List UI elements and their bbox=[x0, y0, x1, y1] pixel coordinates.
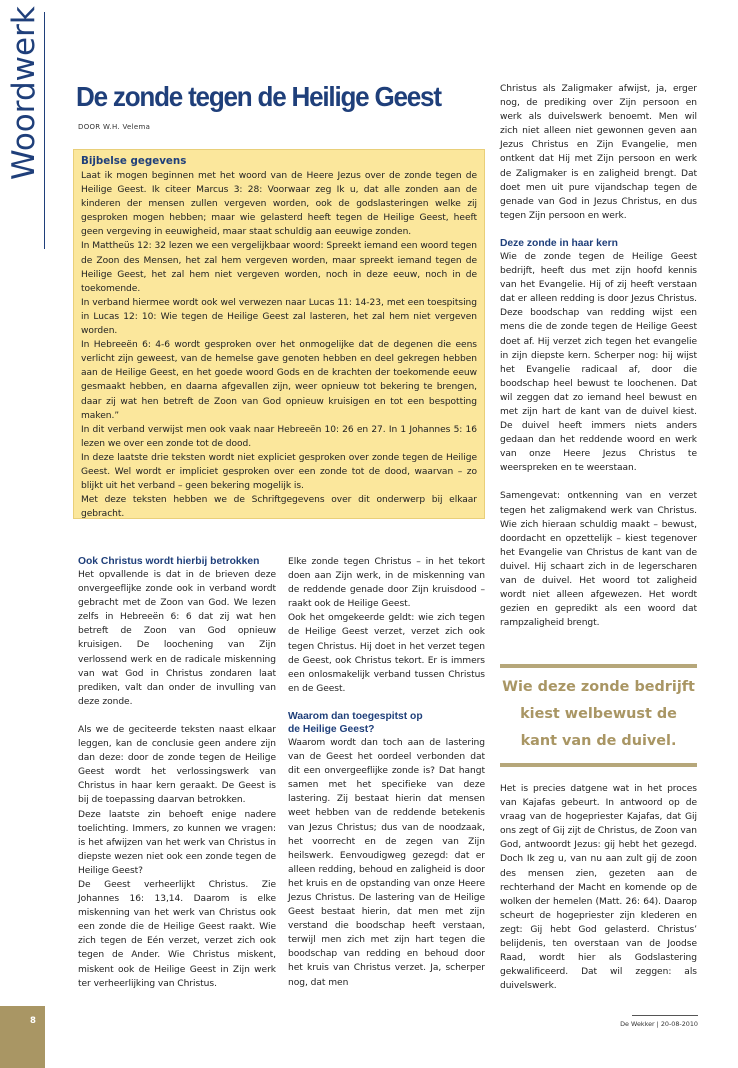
box-paragraph: In dit verband verwijst men ook vaak naar Hebreeën 10: 26 en 27. In 1 Johannes 5: 16 lezen we over een zonde tot de dood. bbox=[81, 424, 477, 449]
paragraph: Christus als Zaligmaker afwijst, ja, erger nog, de prediking over Zijn persoon en werk als duivelswerk benoemt. Men wil zich niet alleen niet gewonnen geven aan Jezus Christus en Zijn Evangelie, men ontkent dat Hij met Zijn persoon en werk de Zaligmaker is en zaligheid brengt. Dat doet men uit pure vijandschap tegen de genade van God in Jezus Christus, en dus tegen Zijn persoon en werk. bbox=[500, 84, 697, 221]
subheading bbox=[288, 710, 485, 736]
section-label: Woordwerk bbox=[6, 6, 42, 180]
subheading-line: Waarom dan toegespitst op bbox=[288, 710, 423, 722]
paragraph: Deze laatste zin behoeft enige nadere toelichting. Immers, zo kunnen we vragen: is het afwijzen van het werk van Christus in diepste wezen niet ook een zonde tegen de Heilige Geest? bbox=[78, 809, 276, 876]
pullquote: Wie deze zonde bedrijft kiest welbewust de kant van de duivel. bbox=[502, 679, 695, 749]
paragraph: Samengevat: ontkenning van en verzet tegen het zaligmakend werk van Christus. Wie zich hieraan schuldig maakt – bewust, doordacht en opzettelijk – kiest tegenover het Evangelie van Christus de kant van de duivel. Hij schaart zich in de legerscharen van de duivel. Het woord tot zaligheid wordt niet alleen afgewezen. Het wordt gezien en gepredikt als een woord dat rampzaligheid brengt. bbox=[500, 491, 697, 629]
paragraph: Wie de zonde tegen de Heilige Geest bedrijft, heeft dus met zijn hoofd kennis van het Evangelie. Hij of zij heeft verstaan dat er alleen redding is door Jezus Christus. Deze boodschap van redding wijst een mens die de zonde tegen de Heilige Geest doet af. Hij verzet zich tegen het evangelie in zijn diepste kern. Scherper nog: hij wijst het Evangelie radicaal af, door die boodschap heel bewust te loochenen. Dat wil zeggen dat zo iemand heel bewust en met zijn hart de kant van de duivel kiest. De duivel heeft immers niets anders gedaan dan het reddende woord en werk van onze Heere Jezus Christus te weerspreken en te weerstaan. bbox=[500, 251, 697, 474]
page-number-tab bbox=[0, 1006, 45, 1068]
column-3 bbox=[500, 82, 697, 630]
footer-rule bbox=[632, 1015, 698, 1016]
column-1 bbox=[78, 555, 276, 991]
paragraph: Het is precies datgene wat in het proces van Kajafas gebeurt. In antwoord op de vraag van de hogepriester Kajafas, dat Gij ons zegt of Gij zijt de Christus, de Zoon van God, antwoordt Jezus: gij hebt het gezegd. Doch Ik zeg u, van nu aan zult gij de zoon des mensen zien, gezeten aan de rechterhand der Macht en komende op de wolken der hemelen (Matt. 26: 64). Daarop scheurt de hogepriester zijn klederen en zegt: Gij hebt God gelasterd. Christus’ belijdenis, ten overstaan van de Joodse Raad, wordt hier als Godslastering gekwalificeerd. Dat wil zeggen: als duivelswerk. bbox=[500, 784, 697, 992]
pullquote-bottom-rule bbox=[500, 763, 697, 767]
bible-references-box bbox=[73, 149, 485, 519]
paragraph: De Geest verheerlijkt Christus. Zie Johannes 16: 13,14. Daarom is elke miskenning van het werk van Christus ook een zonde die de Heilige Geest raakt. Wie zich tegen de Eén verzet, verzet zich ook tegen de Ander. Wie Christus miskent, miskent ook de Heilige Geest in Zijn werk ter verheerlijking van Christus. bbox=[78, 879, 276, 989]
column-2 bbox=[288, 555, 485, 990]
byline-prefix: DOOR bbox=[78, 123, 101, 131]
paragraph: Het opvallende is dat in de brieven deze onvergeeflijke zonde ook in verband wordt gebracht met de Zoon van God. We lezen zelfs in Hebreeën 6: 6 dat zij wat hen betreft de Zoon van God opnieuw kruisigen. De loochening van Zijn verlossend werk en de radicale miskenning van wat God in Christus zondaren laat prediken, valt dan onder de invulling van deze zonde. bbox=[78, 570, 276, 707]
box-paragraph: Laat ik mogen beginnen met het woord van de Heere Jezus over de zonde tegen de Heilige Geest. Ik citeer Marcus 3: 28: Voorwaar zeg Ik u, dat alle zonden aan de kinderen der mensen zullen vergeven worden, ook de godslasteringen welke zij gesproken mogen hebben; maar wie gelasterd heeft tegen de Heilige Geest, heeft geen vergeving in eeuwigheid, maar staat schuldig aan eeuwige zonden. bbox=[81, 171, 477, 238]
page-number: 8 bbox=[30, 1016, 36, 1026]
publication-footer: De Wekker | 20-08-2010 bbox=[620, 1020, 698, 1028]
subheading: Deze zonde in haar kern bbox=[500, 237, 618, 249]
box-paragraph: In Hebreeën 6: 4-6 wordt gesproken over het onmogelijke dat de degenen die eens verlicht zijn geweest, van de hemelse gave genoten hebben en deel gekregen hebben aan de Heilige Geest, en het goede woord Gods en de krachten der toekomende eeuw gesmaakt hebben, en daarna afgevallen zijn, weer opnieuw tot bekering te brengen, daar zij wat hen betreft de Zoon van God opnieuw kruisigen en tot een bespotting maken.” bbox=[81, 340, 477, 421]
byline-author: W.H. Velema bbox=[103, 123, 151, 131]
subheading-line: de Heilige Geest? bbox=[288, 723, 375, 735]
paragraph: Waarom wordt dan toch aan de lastering van de Geest het oordeel verbonden dat dit een onvergeeflijke zonde is? Dat hangt samen met het specifieke van deze lastering. Zij bestaat hierin dat mensen weet hebben van de reddende betekenis van Jezus Christus; dus van de noodzaak, het voorrecht en de zegen van Zijn heilswerk. Eenvoudigweg gezegd: dat er alleen redding, behoud en zaligheid is door het kruis en de opstanding van onze Heere Jezus Christus. De lastering van de Heilige Geest bestaat hierin, dat men met zijn verstand die boodschap heeft verstaan, terwijl men zich met zijn hart tegen die boodschap van redding en behoud door het kruis van Christus verzet. Ja, scherper nog, dat men bbox=[288, 737, 485, 988]
paragraph: Als we de geciteerde teksten naast elkaar leggen, kan de conclusie geen andere zijn dan deze: door de zonde tegen de Heilige Geest wordt het verlossingswerk van Christus in haar kern geraakt. De Geest is bij de toepassing daarvan betrokken. bbox=[78, 724, 276, 806]
subheading: Ook Christus wordt hierbij betrokken bbox=[78, 556, 260, 567]
article-title: De zonde tegen de Heilige Geest bbox=[76, 81, 441, 112]
section-divider bbox=[44, 12, 45, 249]
paragraph: Ook het omgekeerde geldt: wie zich tegen de Heilige Geest verzet, verzet zich ook tegen Christus. Hij doet in het verzet tegen de Geest, ook Christus tekort. Er is immers een onlosmakelijk verband tussen Christus en de Geest. bbox=[288, 613, 485, 694]
box-paragraph: In verband hiermee wordt ook wel verwezen naar Lucas 11: 14-23, met een toespitsing in Lucas 12: 10: Wie tegen de Heilige Geest zal lasteren, het zal hem niet vergeven worden. bbox=[81, 297, 477, 337]
paragraph: Elke zonde tegen Christus – in het tekort doen aan Zijn werk, in de miskenning van de reddende genade door Zijn kruisdood – raakt ook de Heilige Geest. bbox=[288, 557, 485, 610]
pullquote-top-rule bbox=[500, 664, 697, 668]
box-paragraph: Met deze teksten hebben we de Schriftgegevens over dit onderwerp bij elkaar gebracht. bbox=[81, 495, 477, 520]
box-heading: Bijbelse gegevens bbox=[81, 155, 187, 167]
box-paragraph: In deze laatste drie teksten wordt niet expliciet gesproken over zonde tegen de Heilige Geest. Wel wordt er impliciet gesproken over een zonde tot de dood, waarvan – zo blijkt uit het verband – geen bekering mogelijk is. bbox=[81, 452, 477, 492]
column-3-continued bbox=[500, 782, 697, 993]
byline bbox=[78, 123, 150, 131]
box-paragraph: In Mattheüs 12: 32 lezen we een vergelijkbaar woord: Spreekt iemand een woord tegen de Zoon des Mensen, het zal hem vergeven worden, maar spreekt iemand tegen de Heilige Geest, het zal hem niet vergeven worden, noch in deze eeuw, noch in de toekomende. bbox=[81, 241, 477, 294]
